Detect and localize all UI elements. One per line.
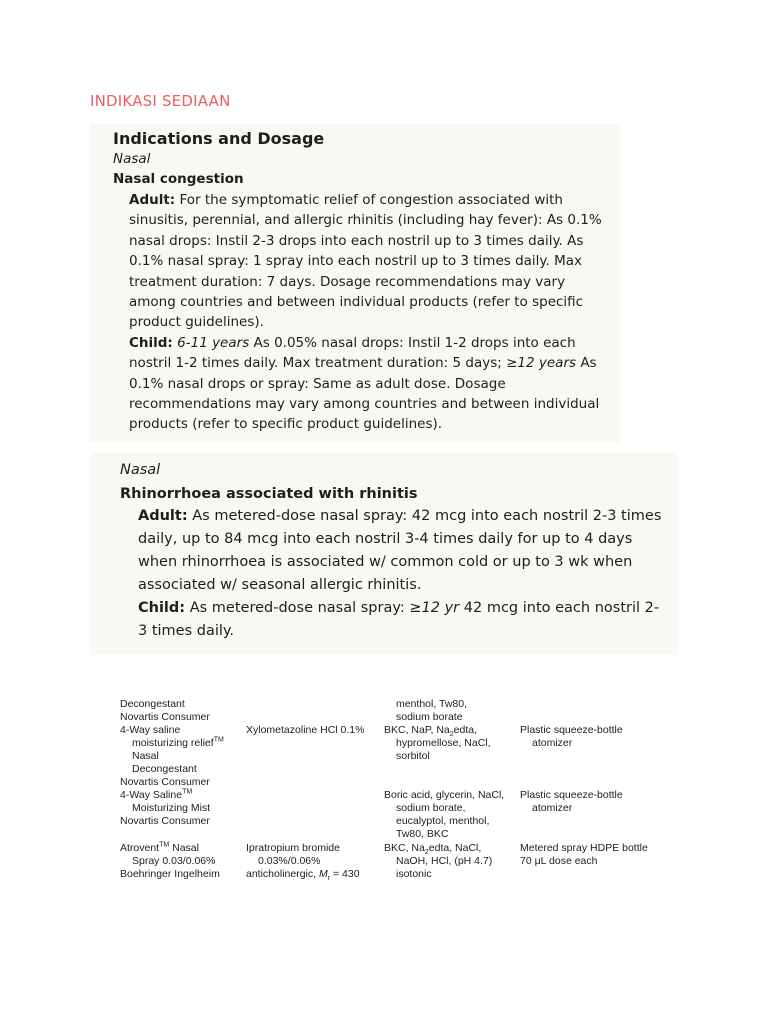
table-cell: Decongestant (132, 763, 197, 775)
table-cell: BKC, $Na_2edta$, NaCl, (384, 842, 482, 857)
adult-label: Adult: (138, 508, 188, 524)
table-cell: Decongestant (120, 698, 185, 710)
table-cell: Tw80, BKC (396, 828, 449, 840)
table-cell: sorbitol (396, 750, 430, 762)
table-cell: eucalyptol, menthol, (396, 815, 490, 827)
table-cell: 4-Way saline (120, 724, 181, 736)
adult-dosage-text: For the symptomatic relief of congestion associated with sinusitis, perennial, and allergic rhinitis (including hay fever): As 0.1% nasal drops: Instil 2-3 drops into each nostril up to 3 times daily. As 0.1% nasal spray: 1 spray into each nostril up to 3 times daily. Max treatment duration: 7 days. Dosage recommendations may vary among countries and between individual products (refer to specific product guidelines). (129, 192, 602, 331)
table-cell: Metered spray HDPE bottle (520, 842, 648, 854)
table-cell: Xylometazoline HCl 0.1% (246, 724, 365, 736)
table-cell: Ipratropium bromide (246, 842, 340, 854)
table-cell: Novartis Consumer (120, 776, 210, 788)
adult-dosage-text: As metered-dose nasal spray: 42 mcg into each nostril 2-3 times daily, up to 84 mcg into each nostril 3-4 times daily for up to 4 days when rhinorrhoea is associated w/ common cold or up to 3 wk when associated w/ seasonal allergic rhinitis. (138, 508, 662, 593)
table-cell: Atrovent™ Nasal (120, 841, 199, 854)
indication-subheading: Rhinorrhoea associated with rhinitis (120, 486, 418, 502)
child-age-range: ≥12 years (506, 355, 577, 372)
table-cell: sodium borate, (396, 802, 466, 814)
table-cell: Boric acid, glycerin, NaCl, (384, 789, 505, 801)
table-cell: atomizer (532, 737, 573, 749)
table-cell: hypromellose, NaCl, (396, 737, 491, 749)
table-cell: sodium borate (396, 711, 463, 723)
table-cell: 0.03%/0.06% (258, 855, 321, 867)
child-age-range: ≥12 yr (409, 600, 460, 616)
table-cell: anticholinergic, $M_r = 430$ (246, 868, 360, 883)
child-age-range: 6-11 years (177, 334, 250, 351)
table-cell: NaOH, HCl, (pH 4.7) (396, 855, 493, 867)
child-label: Child: (129, 334, 173, 351)
adult-dosage (113, 190, 620, 333)
indication-subheading: Nasal congestion (113, 171, 244, 187)
table-cell: atomizer (532, 802, 573, 814)
route-label: Nasal (120, 462, 161, 478)
table-cell: moisturizing relief™ (132, 736, 224, 749)
child-dosage-text: As 0.05% nasal drops: Instil 1-2 drops into each nostril 1-2 times daily. Max treatment duration: 5 days; (129, 334, 576, 372)
table-cell: Boehringer Ingelheim (120, 868, 220, 880)
adult-label: Adult: (129, 192, 176, 208)
table-cell: Moisturizing Mist (132, 802, 211, 814)
route-label: Nasal (113, 151, 151, 167)
product-table (120, 696, 678, 884)
table-cell: Nasal (132, 750, 159, 762)
table-cell: 70 μL dose each (520, 855, 598, 867)
child-dosage (120, 597, 678, 643)
table-cell: 4-Way Saline™ (120, 788, 193, 801)
table-cell: isotonic (396, 868, 432, 880)
child-dosage-text: As 0.1% nasal drops or spray: Same as adult dose. Dosage recommendations may vary among countries and between individual products (refer to specific product guidelines). (129, 355, 600, 433)
section-heading: INDIKASI SEDIAAN (90, 92, 231, 110)
indications-box (90, 124, 620, 442)
table-cell: Plastic squeeze-bottle (520, 724, 623, 736)
child-dosage-text: 42 mcg into each nostril 2-3 times daily. (138, 600, 660, 639)
table-cell: menthol, Tw80, (396, 698, 468, 710)
rhinorrhoea-box (90, 453, 678, 655)
indications-title: Indications and Dosage (113, 129, 325, 148)
child-label: Child: (138, 600, 186, 616)
table-cell: Plastic squeeze-bottle (520, 789, 623, 801)
table-cell: Spray 0.03/0.06% (132, 855, 216, 867)
table-cell: Novartis Consumer (120, 711, 210, 723)
child-dosage (113, 333, 620, 435)
child-dosage-text: As metered-dose nasal spray: (185, 600, 410, 616)
table-cell: BKC, NaP, $Na_2edta$, (384, 724, 478, 739)
table-cell: Novartis Consumer (120, 815, 210, 827)
adult-dosage (120, 505, 678, 597)
